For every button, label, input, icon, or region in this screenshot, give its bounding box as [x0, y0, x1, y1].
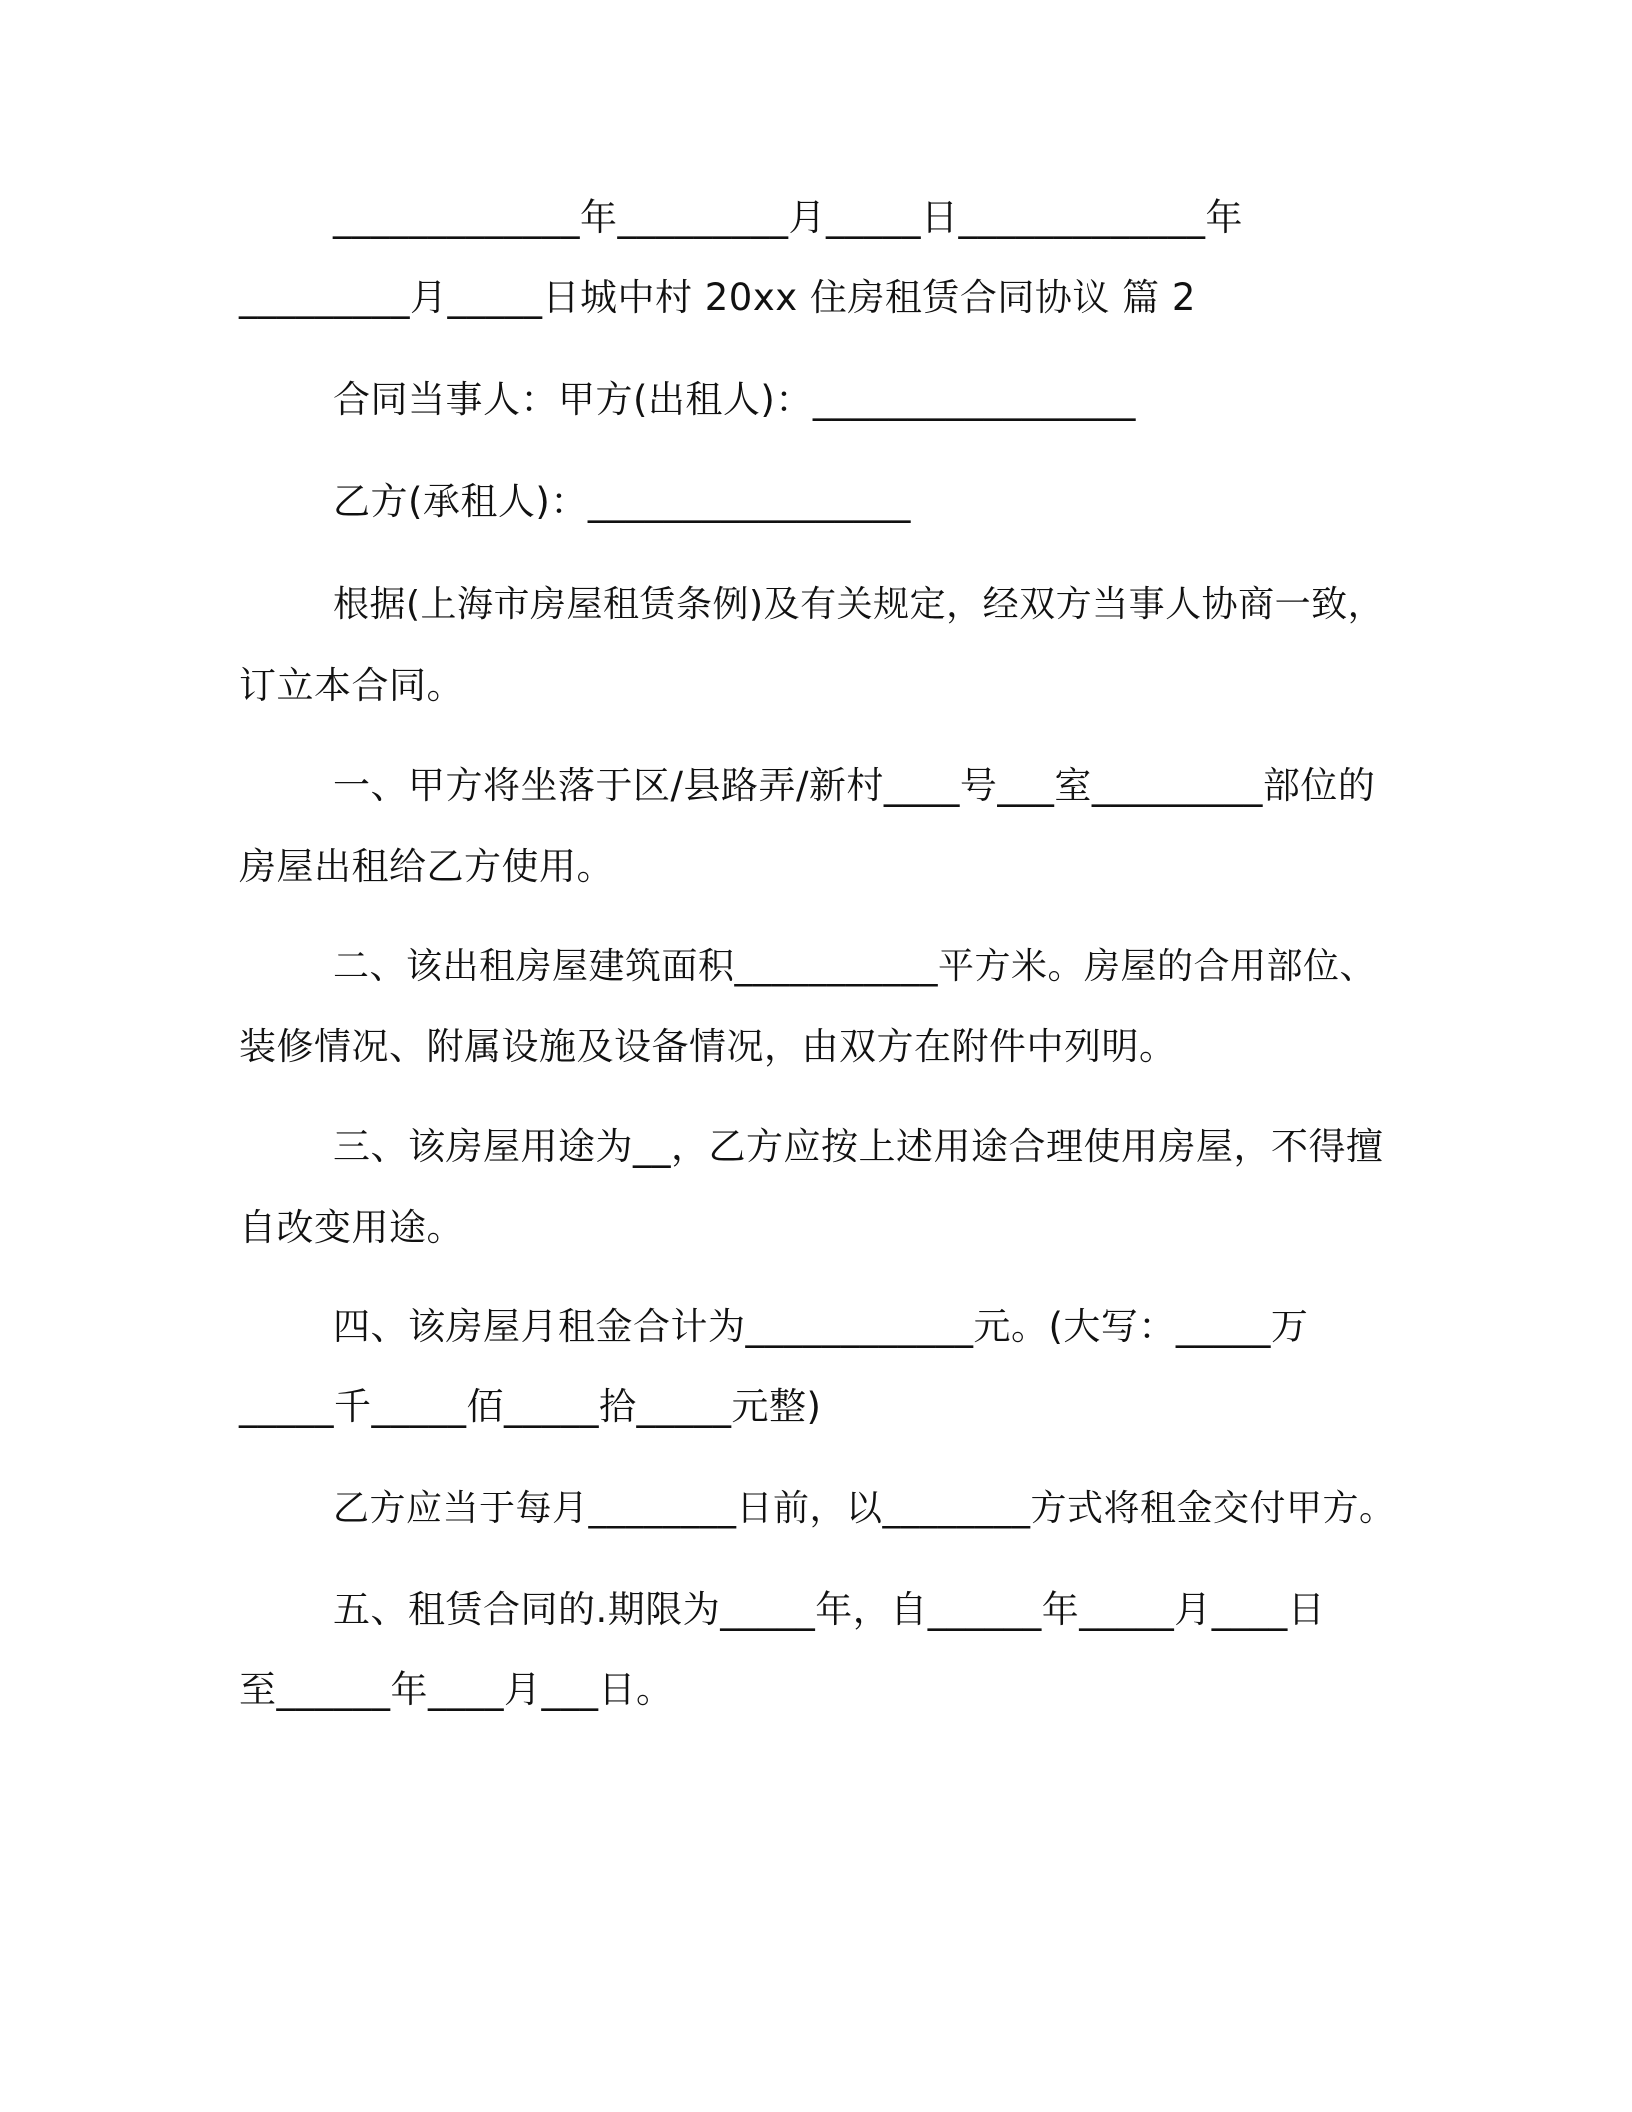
party-b-line: 乙方(承租人)：_________________: [333, 480, 911, 523]
clause-2-line-2: 装修情况、附属设施及设备情况，由双方在附件中列明。: [239, 1025, 1177, 1068]
clause-5-line-1: 五、租赁合同的.期限为_____年，自______年_____月____日: [333, 1588, 1326, 1631]
clause-3-line-1: 三、该房屋用途为__，乙方应按上述用途合理使用房屋，不得擅: [333, 1125, 1384, 1168]
clause-5-line-2: 至______年____月___日。: [239, 1668, 674, 1711]
clause-1-line-2: 房屋出租给乙方使用。: [239, 845, 614, 888]
party-a-line: 合同当事人：甲方(出租人)：_________________: [333, 378, 1136, 421]
clause-2-line-1: 二、该出租房屋建筑面积___________平方米。房屋的合用部位、: [333, 946, 1377, 987]
date-line-2-title: _________月_____日城中村 20xx 住房租赁合同协议 篇 2: [239, 276, 1196, 319]
payment-line: 乙方应当于每月________日前，以________方式将租金交付甲方。: [333, 1488, 1396, 1529]
clause-1-line-1: 一、甲方将坐落于区/县路弄/新村____号___室_________部位的: [333, 764, 1376, 807]
clause-4-line-2: _____千_____佰_____拾_____元整): [239, 1385, 822, 1428]
clause-4-line-1: 四、该房屋月租金合计为____________元。(大写：_____万: [333, 1305, 1309, 1348]
preamble-line-2: 订立本合同。: [239, 664, 464, 707]
preamble-line-1: 根据(上海市房屋租赁条例)及有关规定，经双方当事人协商一致，: [333, 584, 1385, 625]
date-line-1: _____________年_________月_____日_____________年: [333, 196, 1243, 239]
clause-3-line-2: 自改变用途。: [239, 1206, 464, 1249]
